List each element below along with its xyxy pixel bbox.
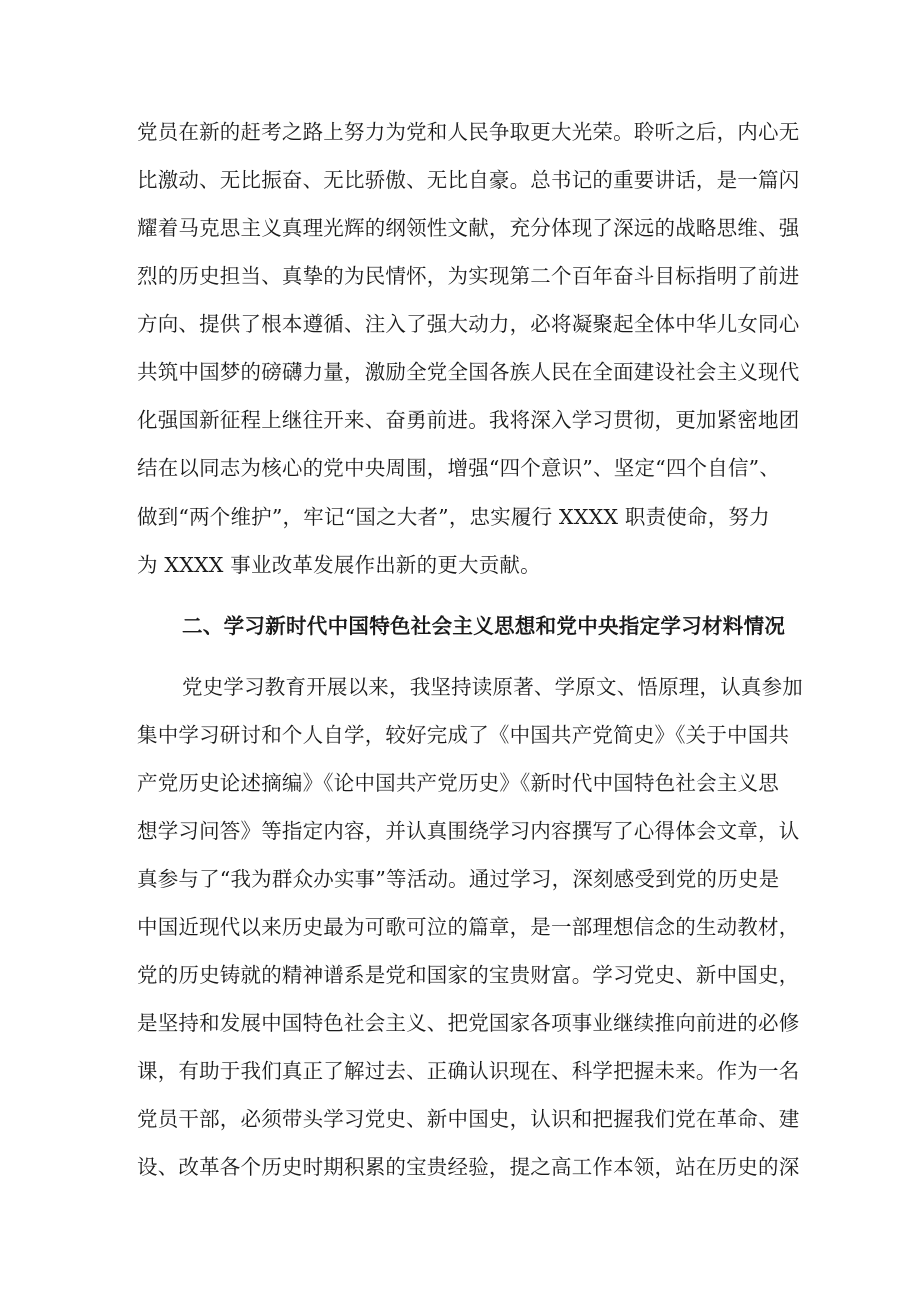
paragraph-1-line: 化强国新征程上继往开来、奋勇前进。我将深入学习贯彻，更加紧密地团 — [137, 408, 800, 432]
section-heading-2: 二、学习新时代中国特色社会主义思想和党中央指定学习材料情况 — [182, 614, 786, 638]
paragraph-1-line: 党员在新的赶考之路上努力为党和人民争取更大光荣。聆听之后，内心无 — [137, 120, 800, 144]
paragraph-1-line: 共筑中国梦的磅礴力量，激励全党全国各族人民在全面建设社会主义现代 — [137, 360, 800, 384]
paragraph-1-line: 比激动、无比振奋、无比骄傲、无比自豪。总书记的重要讲话，是一篇闪 — [137, 168, 800, 192]
paragraph-2-line: 课，有助于我们真正了解过去、正确认识现在、科学把握未来。作为一名 — [137, 1059, 800, 1083]
paragraph-2-line: 设、改革各个历史时期积累的宝贵经验，提之高工作本领，站在历史的深 — [137, 1155, 800, 1179]
paragraph-2-line: 真参与了“我为群众办实事”等活动。通过学习，深刻感受到党的历史是 — [137, 867, 780, 891]
paragraph-2-line: 中国近现代以来历史最为可歌可泣的篇章，是一部理想信念的生动教材， — [137, 915, 800, 939]
paragraph-2-line: 集中学习研讨和个人自学，较好完成了《中国共产党简史》《关于中国共 — [137, 723, 790, 747]
paragraph-2-line: 是坚持和发展中国特色社会主义、把党国家各项事业继续推向前进的必修 — [137, 1011, 800, 1035]
paragraph-1-line: 方向、提供了根本遵循、注入了强大动力，必将凝聚起全体中华儿女同心 — [137, 312, 800, 336]
paragraph-2-line: 党史学习教育开展以来，我坚持读原著、学原文、悟原理，认真参加 — [182, 675, 803, 699]
paragraph-2-line: 产党历史论述摘编》《论中国共产党历史》《新时代中国特色社会主义思 — [137, 771, 779, 795]
paragraph-2-line: 党的历史铸就的精神谱系是党和国家的宝贵财富。学习党史、新中国史， — [137, 963, 800, 987]
paragraph-1-line: 耀着马克思主义真理光辉的纲领性文献，充分体现了深远的战略思维、强 — [137, 216, 800, 240]
paragraph-2-line: 想学习问答》等指定内容，并认真围绕学习内容撰写了心得体会文章，认 — [137, 819, 800, 843]
paragraph-1-line: 结在以同志为核心的党中央周围，增强“四个意识”、坚定“四个自信”、 — [137, 456, 781, 480]
paragraph-2-line: 党员干部，必须带头学习党史、新中国史，认识和把握我们党在革命、建 — [137, 1107, 800, 1131]
paragraph-1-line: 为 XXXX 事业改革发展作出新的更大贡献。 — [137, 553, 541, 577]
paragraph-1-line: 烈的历史担当、真挚的为民情怀，为实现第二个百年奋斗目标指明了前进 — [137, 264, 800, 288]
paragraph-1-line: 做到“两个维护”，牢记“国之大者”，忠实履行 XXXX 职责使命，努力 — [137, 505, 770, 529]
